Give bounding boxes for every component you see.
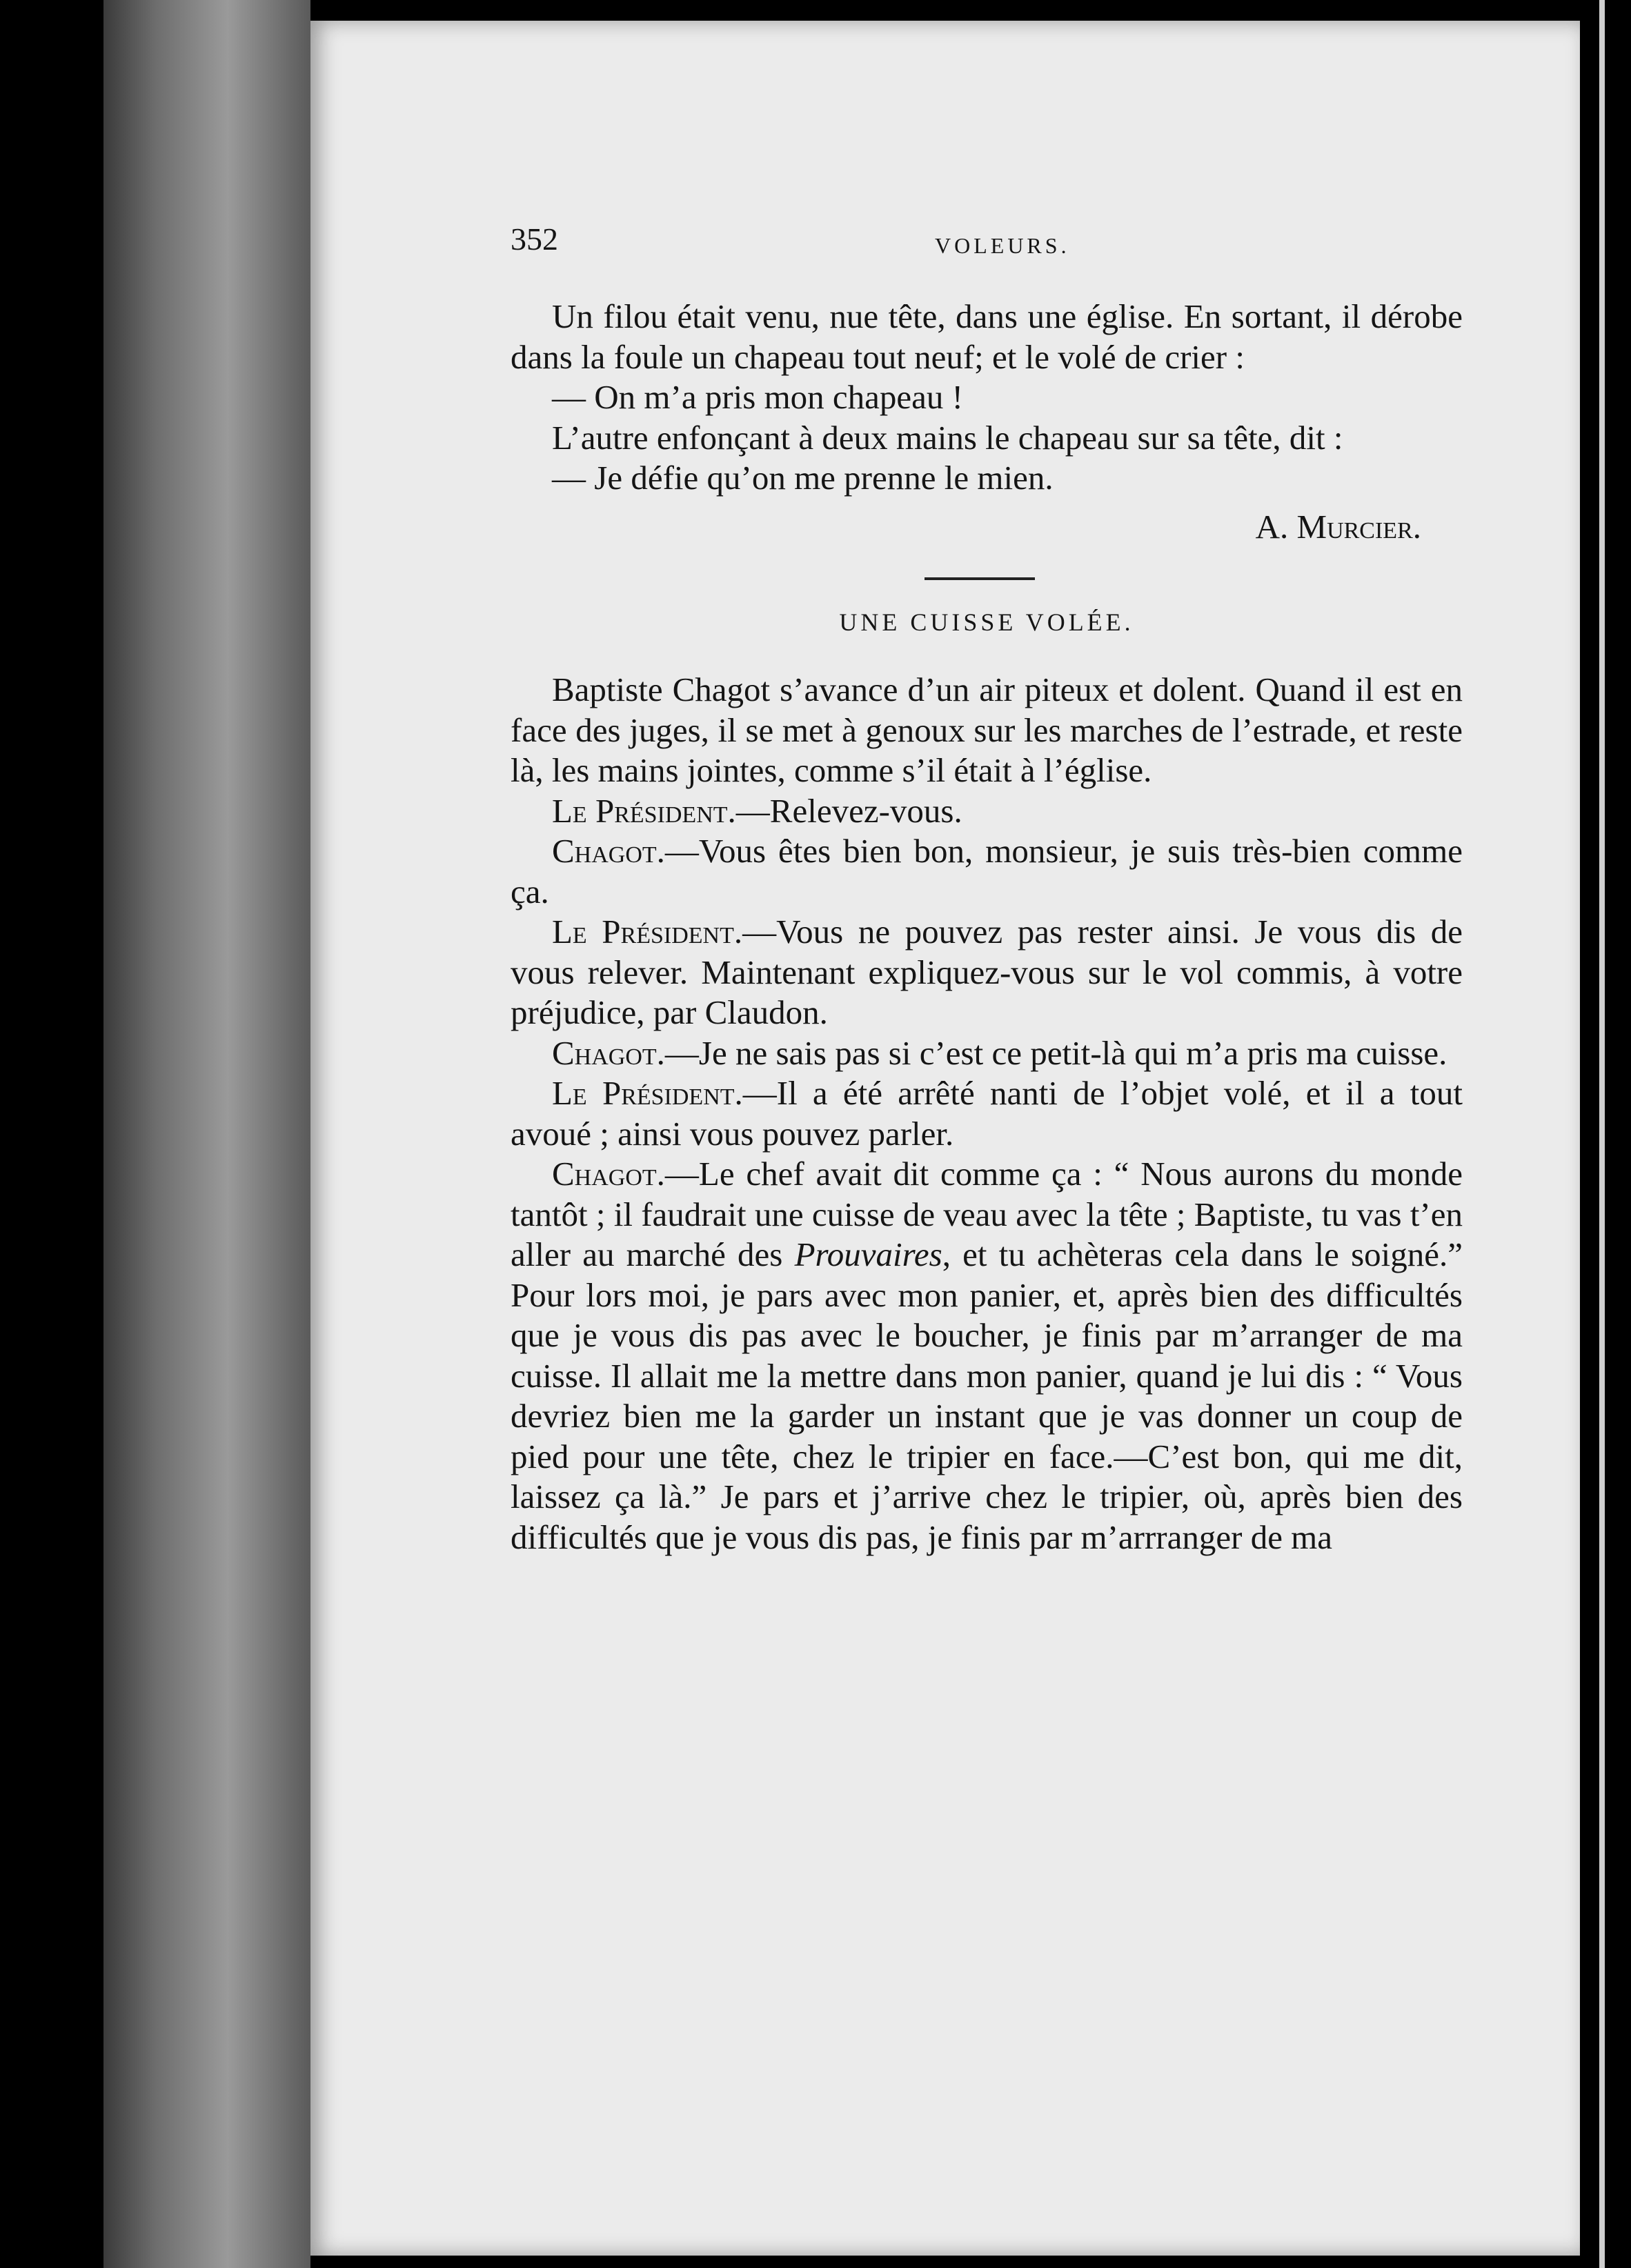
- speech-text: —Relevez-vous.: [735, 791, 962, 830]
- speech-text: —Vous êtes bien bon, monsieur, je suis très-bien comme ça.: [511, 832, 1463, 911]
- paragraph: Un filou était venu, nue tête, dans une église. En sortant, il dérobe dans la foule un chapeau tout neuf; et le volé de crier :: [511, 297, 1463, 376]
- paragraph: Baptiste Chagot s’avance d’un air piteux et dolent. Quand il est en face des juges, il se met à genoux sur les marches de l’estrade, et reste là, les mains jointes, comme s’il était à l’église.: [511, 670, 1463, 789]
- paragraph: L’autre enfonçant à deux mains le chapeau sur sa tête, dit :: [552, 418, 1343, 457]
- next-page-edge: [1599, 0, 1605, 2268]
- book-edge: [103, 0, 310, 2268]
- dialogue-paragraph: [511, 1073, 1463, 1154]
- dialogue-paragraph: [511, 1154, 1463, 1558]
- section-title: UNE CUISSE VOLÉE.: [839, 608, 1134, 636]
- author-signature: A. Murcier.: [1255, 507, 1421, 546]
- dialogue-paragraph: [511, 912, 1463, 1033]
- speaker-name: Le Président.: [552, 913, 743, 951]
- speaker-name: Chagot.: [552, 832, 665, 870]
- speaker-name: Chagot.: [552, 1033, 665, 1072]
- speaker-name: Chagot.: [552, 1155, 665, 1193]
- page-text: [511, 221, 1463, 1558]
- dialogue-paragraph: [511, 791, 1463, 832]
- speaker-name: Le Président.: [552, 791, 736, 830]
- page-number: 352: [511, 221, 558, 257]
- speech-text: —Le chef avait dit comme ça : “ Nous aurons du monde tantôt ; il faudrait une cuisse de veau avec la tête ; Baptiste, tu vas t’en aller au marché des: [511, 1155, 1463, 1273]
- dialogue-paragraph: [511, 831, 1463, 912]
- speech-text: —Il a été arrêté nanti de l’objet volé, et il a tout avoué ; ainsi vous pouvez parler.: [511, 1074, 1463, 1153]
- speech-text-continued: , et tu achèteras cela dans le soigné.” Pour lors moi, je pars avec mon panier, et, après bien des difficultés que je vous dis pas avec le boucher, je finis par m’arranger de ma cuisse. Il allait me la mettre dans mon panier, quand je lui dis : “ Vous devriez bien me la garder un instant que je vas donner un coup de pied pour une tête, chez le tripier en face.—C’est bon, qui me dit, laissez ça là.” Je pars et j’arrive chez le tripier, où, après bien des difficultés que je vous dis pas, je finis par m’arrranger de ma: [511, 1235, 1463, 1556]
- italic-place-name: Prouvaires: [794, 1235, 942, 1273]
- speech-text: —Je ne sais pas si c’est ce petit-là qui m’a pris ma cuisse.: [664, 1033, 1447, 1072]
- speech-text: —Vous ne pouvez pas rester ainsi. Je vous dis de vous relever. Maintenant expliquez-vous sur le vol commis, à votre préjudice, par Claudon.: [511, 913, 1463, 1031]
- running-title: VOLEURS.: [935, 233, 1070, 258]
- dialogue-line: — Je défie qu’on me prenne le mien.: [552, 459, 1054, 497]
- dialogue-paragraph: [511, 1033, 1463, 1074]
- speaker-name: Le Président.: [552, 1074, 743, 1112]
- section-divider: [925, 577, 1035, 580]
- dialogue-line: — On m’a pris mon chapeau !: [552, 378, 963, 416]
- running-head: [511, 221, 1463, 297]
